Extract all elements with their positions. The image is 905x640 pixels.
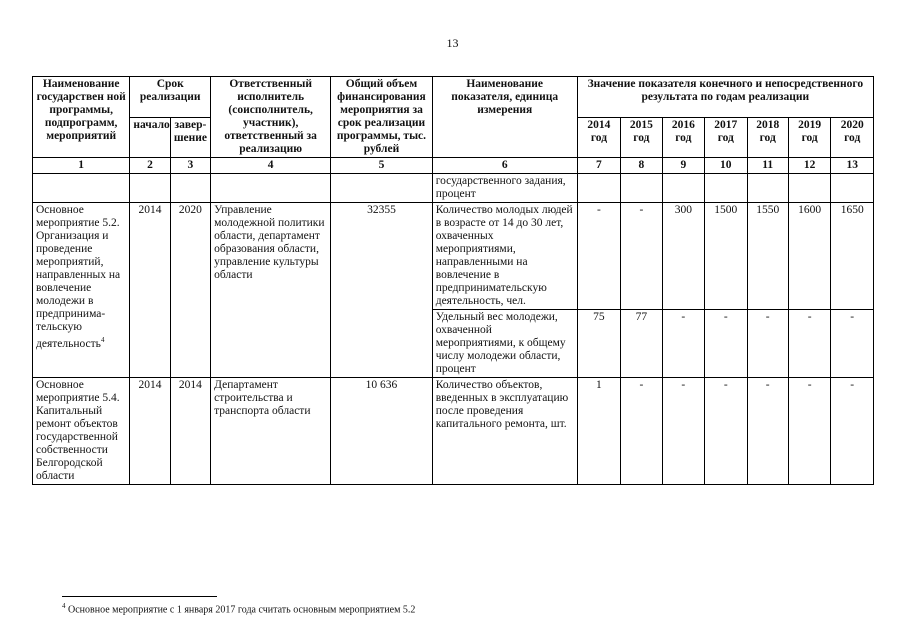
measure-name: Основное мероприятие 5.2. Организация и проведение мероприятий, направленных на вовлечение молодежи в предпринима-тельскую деятельность: [36, 204, 121, 350]
executor: Управление молодежной политики области, департамент образования области, управление культуры области: [211, 203, 331, 378]
indicator-name: Количество молодых людей в возрасте от 14 до 30 лет, охваченных мероприятиями, направленными на вовлечение в предпринимательскую деятельность, чел.: [432, 203, 577, 310]
column-number: 11: [747, 158, 788, 174]
indicator-value: -: [788, 310, 830, 378]
end-year: 2020: [170, 203, 210, 378]
program-table: [32, 76, 874, 485]
measure-name-cell: [33, 203, 130, 378]
column-number: 4: [211, 158, 331, 174]
header-year: 2019 год: [788, 117, 830, 158]
indicator-value: 1550: [747, 203, 788, 310]
column-number: 3: [170, 158, 210, 174]
measure-name: Основное мероприятие 5.4. Капитальный ремонт объектов государственной собственности Белгородской области: [33, 378, 130, 485]
table-row: [33, 378, 874, 485]
indicator-value: -: [705, 378, 747, 485]
indicator-value: 1650: [831, 203, 874, 310]
table-row: [33, 203, 874, 310]
header-year: 2016 год: [662, 117, 704, 158]
indicator-value: -: [621, 203, 662, 310]
volume: 32355: [331, 203, 432, 378]
header-indicator-name: Наименование показателя, единица измерения: [432, 77, 577, 158]
indicator-value: 1500: [705, 203, 747, 310]
indicator-value: -: [747, 378, 788, 485]
header-end: завер-шение: [170, 117, 210, 158]
indicator-value: 1600: [788, 203, 830, 310]
header-year: 2015 год: [621, 117, 662, 158]
column-number: 12: [788, 158, 830, 174]
indicator-value: -: [662, 378, 704, 485]
header-executor: Ответственный исполнитель (соисполнитель, участник), ответственный за реализацию: [211, 77, 331, 158]
header-total-volume: Общий объем финансирования мероприятия за срок реализации программы, тыс. рублей: [331, 77, 432, 158]
column-number: 7: [577, 158, 620, 174]
header-year: 2017 год: [705, 117, 747, 158]
end-year: 2014: [170, 378, 210, 485]
column-number: 1: [33, 158, 130, 174]
header-start: начало: [130, 117, 170, 158]
footnote-divider: [62, 596, 217, 597]
column-number: 10: [705, 158, 747, 174]
indicator-value: -: [747, 310, 788, 378]
indicator-name: Количество объектов, введенных в эксплуатацию после проведения капитального ремонта, шт.: [432, 378, 577, 485]
footnote-ref: 4: [100, 336, 105, 344]
continuation-row: [33, 174, 874, 203]
indicator-value: -: [705, 310, 747, 378]
indicator-value: 1: [577, 378, 620, 485]
start-year: 2014: [130, 203, 170, 378]
indicator-value: -: [621, 378, 662, 485]
column-number: 6: [432, 158, 577, 174]
indicator-value: 75: [577, 310, 620, 378]
indicator-value: 300: [662, 203, 704, 310]
header-program-name: Наименование государствен ной программы, подпрограмм, мероприятий: [33, 77, 130, 158]
footnote-text: Основное мероприятие с 1 января 2017 года считать основным мероприятием 5.2: [68, 604, 416, 616]
executor: Департамент строительства и транспорта области: [211, 378, 331, 485]
header-year: 2014 год: [577, 117, 620, 158]
header-indicator-values: Значение показателя конечного и непосредственного результата по годам реализации: [577, 77, 873, 118]
indicator-value: 77: [621, 310, 662, 378]
continuation-text: государственного задания, процент: [432, 174, 577, 203]
indicator-value: -: [831, 378, 874, 485]
indicator-name: Удельный вес молодежи, охваченной мероприятиями, к общему числу молодежи области, процент: [432, 310, 577, 378]
indicator-value: -: [577, 203, 620, 310]
column-number: 8: [621, 158, 662, 174]
column-number: 5: [331, 158, 432, 174]
column-number: 9: [662, 158, 704, 174]
indicator-value: -: [788, 378, 830, 485]
footnote-marker: 4: [62, 602, 66, 610]
page-number: 13: [446, 36, 459, 50]
indicator-value: -: [662, 310, 704, 378]
indicator-value: -: [831, 310, 874, 378]
start-year: 2014: [130, 378, 170, 485]
column-number: 13: [831, 158, 874, 174]
header-period: Срок реализации: [130, 77, 211, 118]
header-year: 2018 год: [747, 117, 788, 158]
footnote: [62, 602, 415, 615]
column-number: 2: [130, 158, 170, 174]
column-number-row: [33, 158, 874, 174]
header-year: 2020 год: [831, 117, 874, 158]
volume: 10 636: [331, 378, 432, 485]
